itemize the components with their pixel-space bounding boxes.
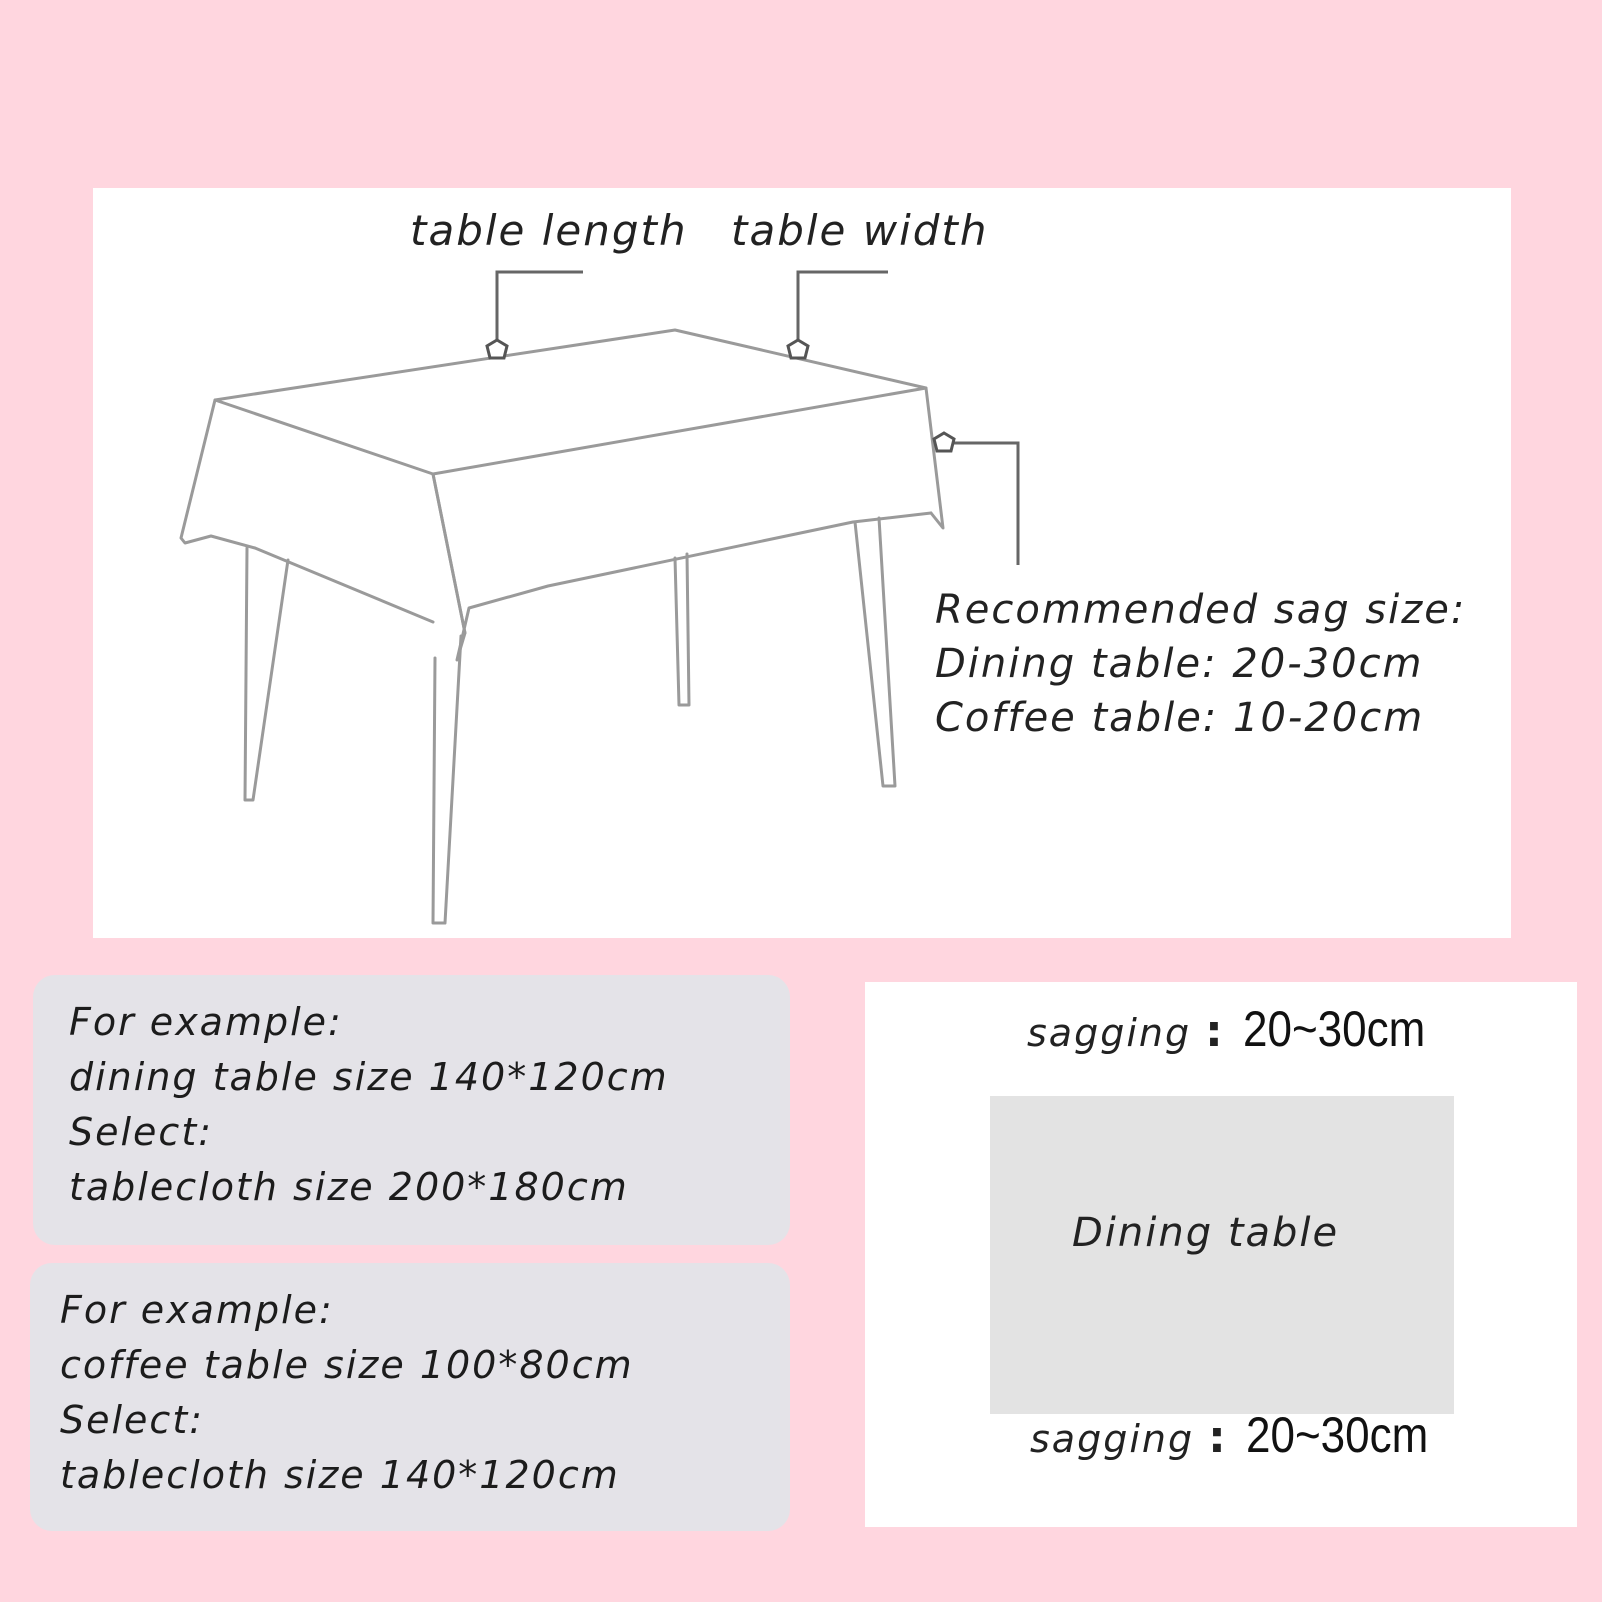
cloth-drape-front [433,474,931,660]
sagging-bottom-value: 20~30cm [1245,1407,1428,1463]
dining-table-label: Dining table [1072,1210,1340,1256]
dining-example-card [33,975,790,1245]
example-intro: For example: [69,1000,343,1044]
recommended-sag-note [935,583,1466,745]
length-callout-marker [487,340,507,358]
table-leg-right [855,518,895,786]
coffee-example-card [30,1263,790,1531]
dining-table-rect [990,1096,1454,1414]
sagging-bottom-row [1030,1406,1453,1464]
example-table-size: coffee table size 100*80cm [60,1343,634,1387]
sagging-bottom-separator: : [1208,1412,1226,1463]
tabletop-outline [215,330,926,474]
example-cloth-size: tablecloth size 140*120cm [60,1453,620,1497]
example-select: Select: [60,1398,205,1442]
example-cloth-size: tablecloth size 200*180cm [69,1165,629,1209]
cloth-drape-left [181,400,433,622]
sagging-bottom-label: sagging [1030,1417,1195,1461]
example-select: Select: [69,1110,214,1154]
table-leg-front [433,636,461,923]
example-intro: For example: [60,1288,334,1332]
sagging-diagram-panel [865,982,1577,1527]
example-table-size: dining table size 140*120cm [69,1055,669,1099]
sag-note-dining: Dining table: 20-30cm [935,641,1424,687]
sagging-top-label: sagging [1027,1011,1192,1055]
table-width-label: table width [731,206,989,255]
table-diagram-panel [93,188,1511,938]
sagging-top-value: 20~30cm [1242,1001,1425,1057]
sagging-top-separator: : [1205,1006,1223,1057]
sagging-top-row [1027,1000,1450,1058]
width-callout-line [798,272,888,346]
table-leg-front-left [245,548,288,800]
table-length-label: table length [410,206,688,255]
sag-note-coffee: Coffee table: 10-20cm [935,695,1425,741]
width-callout-marker [788,340,808,358]
table-leg-back [675,554,689,705]
cloth-drape-right [926,388,943,528]
length-callout-line [497,272,583,346]
sag-note-heading: Recommended sag size: [935,587,1467,633]
sag-callout-marker [934,433,954,451]
sag-callout-line [944,443,1018,565]
tablecloth-illustration [93,188,1511,938]
